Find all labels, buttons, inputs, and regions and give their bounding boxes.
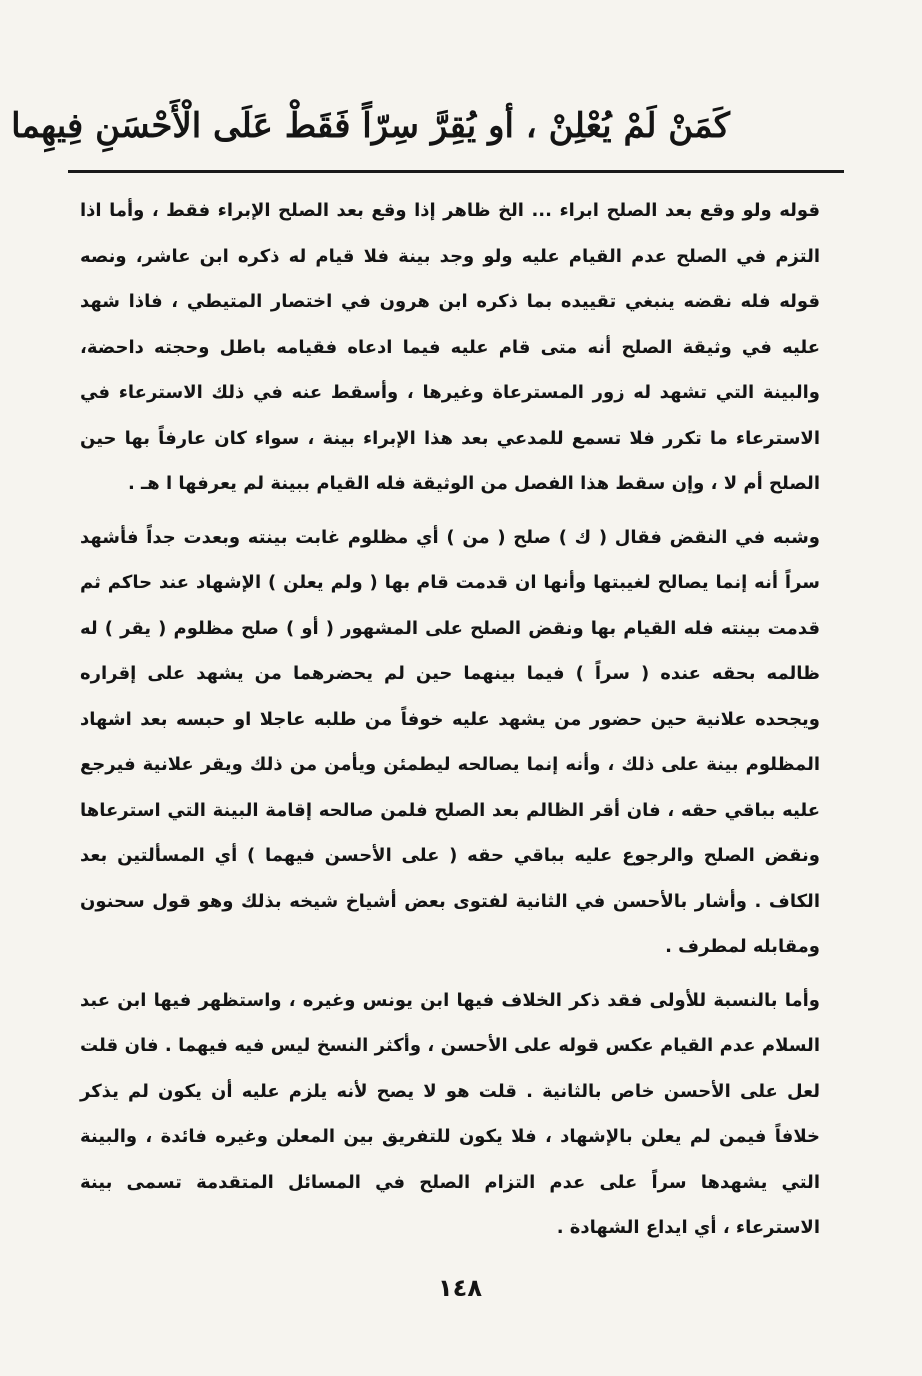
paragraph: وأما بالنسبة للأولى فقد ذكر الخلاف فيها ابن يونس وغيره ، واستظهر فيها ابن عبد السلام عدم القيام عكس قوله على الأحسن ، وأكثر النسخ ليس فيه فيهما . فان قلت لعل على الأحسن خاص بالثانية . قلت هو لا يصح لأنه يلزم عليه أن يكون لم يذكر خلافاً فيمن لم يعلن بالإشهاد ، فلا يكون للتفريق بين المعلن وغيره فائدة ، والبينة التي يشهدها سراً على عدم التزام الصلح في المسائل المتقدمة تسمى بينة الاسترعاء ، أي ايداع الشهادة . <box>80 989 820 1238</box>
header-divider <box>68 170 844 173</box>
paragraph: قوله ولو وقع بعد الصلح ابراء ... الخ ظاهر إذا وقع بعد الصلح الإبراء فقط ، وأما اذا التزم في الصلح عدم القيام عليه ولو وجد بينة فلا قيام له ذكره ابن عاشر، ونصه قوله فله نقضه ينبغي تقييده بما ذكره ابن هرون في اختصار المتيطي ، فاذا شهد عليه في وثيقة الصلح أنه متى قام عليه فيما ادعاه فقيامه باطل وحجته داحضة، والبينة التي تشهد له زور المسترعاة وغيرها ، وأسقط عنه في ذلك الاسترعاء في الاسترعاء ما تكرر فلا تسمع للمدعي بعد هذا الإبراء بينة ، سواء كان عارفاً بها حين الصلح أم لا ، وإن سقط هذا الفصل من الوثيقة فله القيام ببينة لم يعرفها ا هـ . <box>80 200 820 494</box>
page-header-title: كَمَنْ لَمْ يُعْلِنْ ، أو يُقِرَّ سِرّاً فَقَطْ عَلَى الْأَحْسَنِ فِيهِما <box>11 106 730 146</box>
paragraph: وشبه في النقض فقال ( ك ) صلح ( من ) أي مظلوم غابت بينته وبعدت جداً فأشهد سراً أنه إنما يصالح لغيبتها وأنها ان قدمت قام بها ( ولم يعلن ) الإشهاد عند حاكم ثم قدمت بينته فله القيام بها ونقض الصلح على المشهور ( أو ) صلح مظلوم ( يقر ) له ظالمه بحقه عنده ( سراً ) فيما بينهما حين لم يحضرهما من يشهد على إقراره ويجحده علانية حين حضور من يشهد عليه خوفاً من طلبه عاجلا او حبسه بعد اشهاد المظلوم بينة على ذلك ، وأنه إنما يصالحه ليطمئن ويأمن من ذلك ويقر علانية فيرجع عليه بباقي حقه ، فان أقر الظالم بعد الصلح فلمن صالحه إقامة البينة التي استرعاها ونقض الصلح والرجوع عليه بباقي حقه ( على الأحسن فيهما ) أي المسألتين بعد الكاف . وأشار بالأحسن في الثانية لفتوى بعض أشياخ شيخه بذلك وهو قول سحنون ومقابله لمطرف . <box>80 526 820 957</box>
page-number: ١٤٨ <box>438 1274 482 1302</box>
body-text <box>80 188 820 1259</box>
